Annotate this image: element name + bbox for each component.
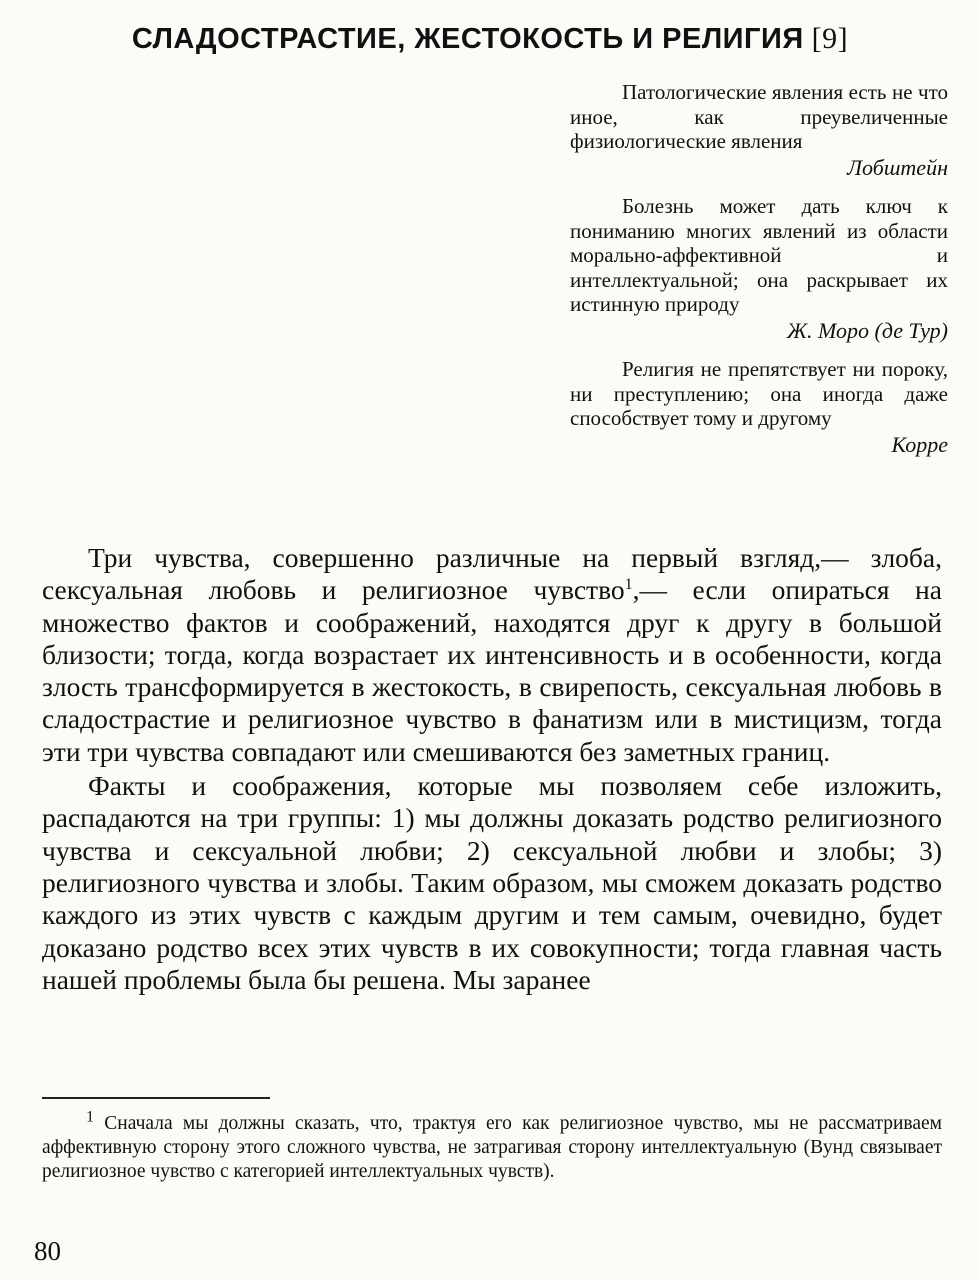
epigraph-text: Религия не препятствует ни пороку, ни преступлению; она иногда даже способствует тому и другому (570, 357, 948, 430)
chapter-title-text: СЛАДОСТРАСТИЕ, ЖЕСТОКОСТЬ И РЕЛИГИЯ (131, 23, 804, 55)
paragraph-text: ,— если опираться на множество фактов и соображений, находятся друг к другу в большой близости; тогда, когда возрастает их интенсивность и в особенности, когда злость трансформируется в жестокость, в свирепость, сексуальная любовь в сладострастие и религиозное чувство в фанатизм или в мистицизм, тогда эти три чувства совпадают или смешиваются без заметных границ. (42, 574, 942, 767)
epigraph-text: Патологические явления есть не что иное, как преувеличенные физиологические явления (570, 80, 948, 153)
epigraphs (570, 80, 948, 471)
epigraph-author: Корре (891, 431, 948, 457)
footnote-marker: 1 (86, 1108, 94, 1126)
footnote-reference: 1 (624, 576, 633, 594)
main-text (42, 542, 942, 996)
chapter-title (40, 22, 940, 56)
paragraph (42, 542, 942, 768)
paragraph-text: Три чувства, совершенно различные на первый взгляд,— злоба, сексуальная любовь и религиозное чувство (42, 542, 942, 606)
footnote (42, 1108, 943, 1184)
footnote-divider (42, 1097, 270, 1099)
epigraph-author: Ж. Моро (де Тур) (786, 317, 948, 343)
chapter-note-ref: [9] (811, 22, 849, 55)
epigraph-text: Болезнь может дать ключ к пониманию многих явлений из области морально-аффективной и интеллектуальной; она раскрывает их истинную природу (570, 194, 948, 316)
page-number: 80 (34, 1236, 61, 1266)
paragraph: Факты и соображения, которые мы позволяем себе изложить, распадаются на три группы: 1) мы должны доказать родство религиозного чувства и сексуальной любви; 2) сексуальной любви и злобы; 3) религиозного чувства и злобы. Таким образом, мы сможем доказать родство каждого из этих чувств с каждым другим и тем самым, очевидно, будет доказано родство всех этих чувств в их совокупности; тогда главная часть нашей проблемы была бы решена. Мы заранее (42, 770, 942, 995)
epigraph-author: Лобштейн (847, 154, 948, 180)
footnote-text: Сначала мы должны сказать, что, трактуя его как религиозное чувство, мы не рассматриваем аффективную сторону этого сложного чувства, не затрагивая сторону интеллектуальную (Вунд связывает религиозное чувство с категорией интеллектуальных чувств). (42, 1113, 943, 1182)
